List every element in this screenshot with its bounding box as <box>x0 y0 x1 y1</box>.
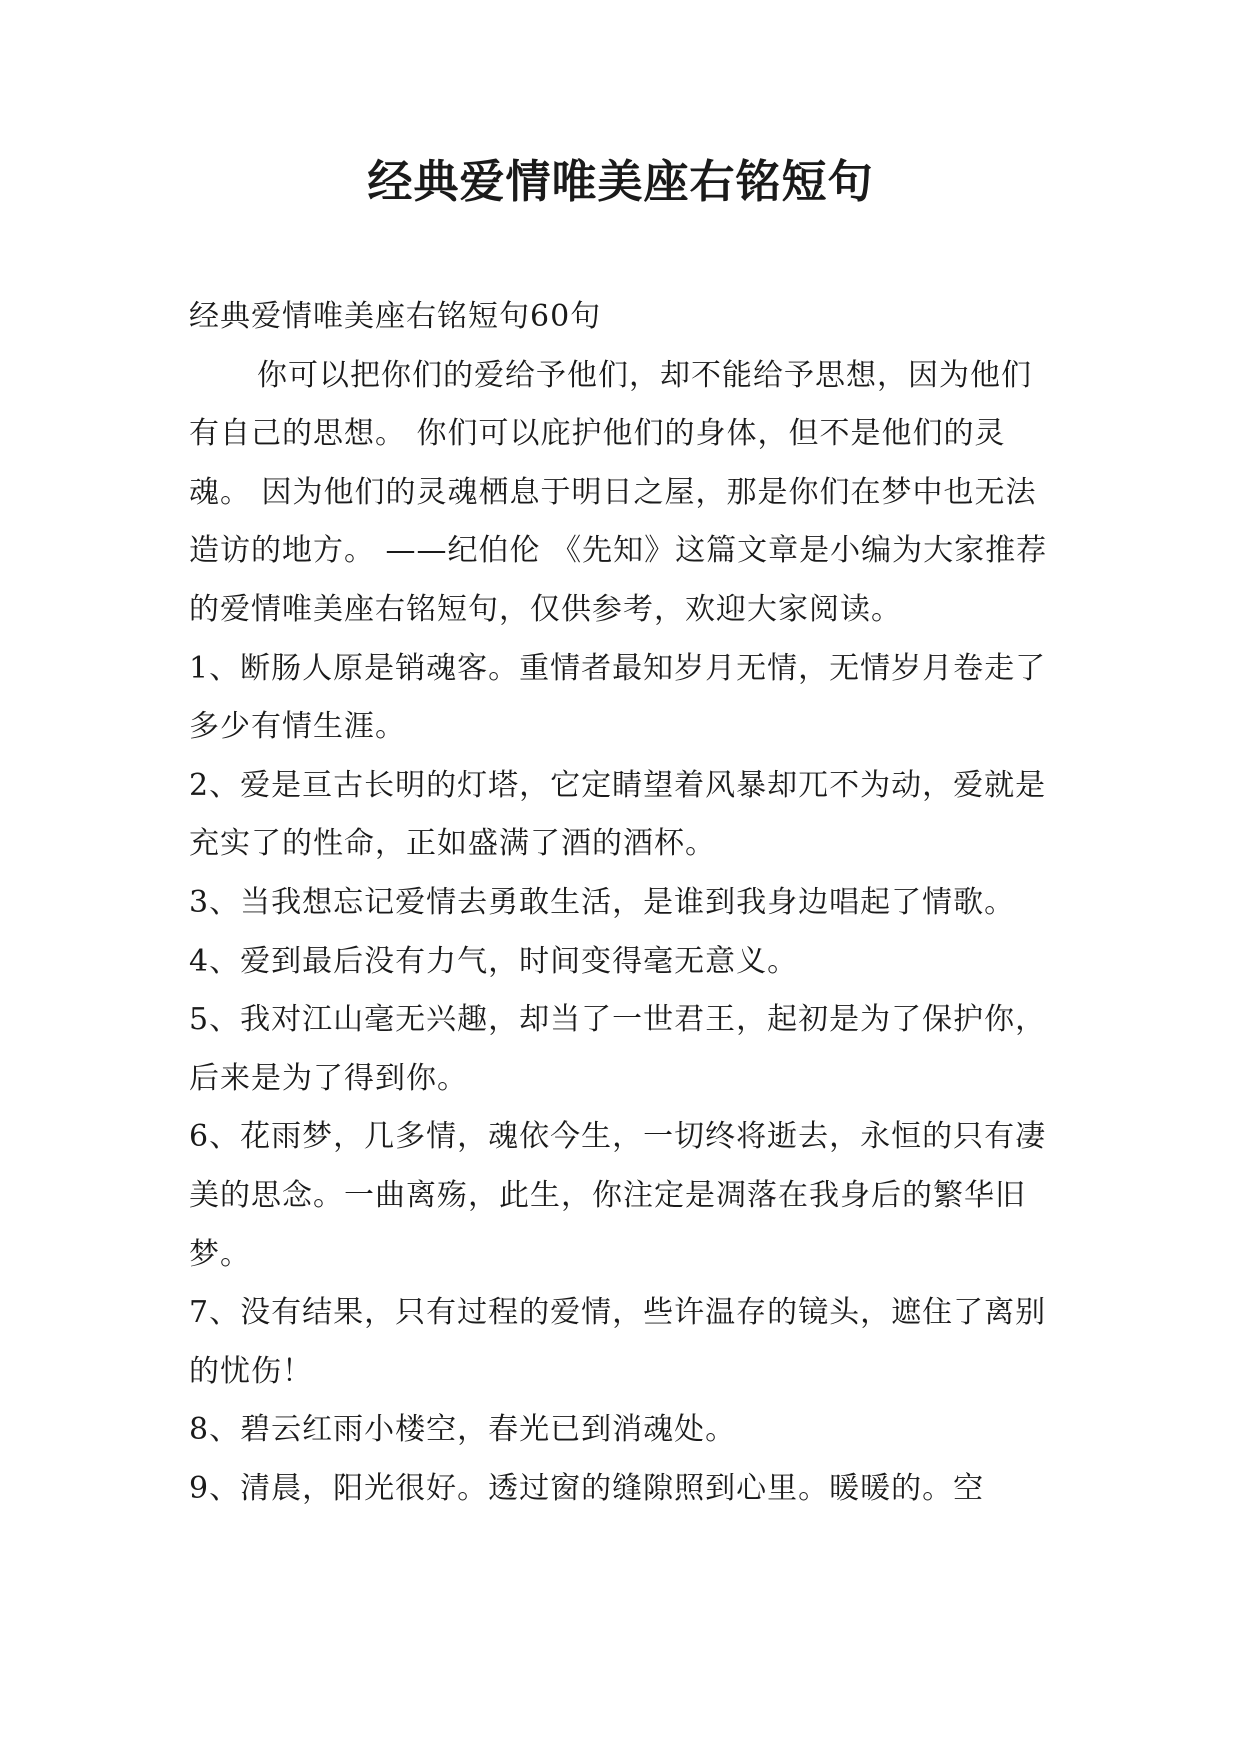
document-title: 经典爱情唯美座右铭短句 <box>367 155 874 208</box>
list-item: 1、断肠人原是销魂客。重情者最知岁月无情，无情岁月卷走了多少有情生涯。 <box>189 650 1047 745</box>
list-item: 8、碧云红雨小楼空，春光已到消魂处。 <box>189 1412 737 1448</box>
document-subtitle: 经典爱情唯美座右铭短句60句 <box>189 299 602 334</box>
list-item: 6、花雨梦，几多情，魂依今生，一切终将逝去，永恒的只有凄美的思念。一曲离殇，此生，你注定是凋落在我身后的繁华旧梦。 <box>189 1119 1047 1272</box>
list-item: 5、我对江山毫无兴趣，却当了一世君王，起初是为了保护你，后来是为了得到你。 <box>189 1002 1047 1096</box>
list-item: 9、清晨，阳光很好。透过窗的缝隙照到心里。暖暖的。空 <box>189 1470 985 1506</box>
list-item: 2、爱是亘古长明的灯塔，它定睛望着风暴却兀不为动，爱就是充实了的性命，正如盛满了酒的酒杯。 <box>189 767 1047 862</box>
list-item: 7、没有结果，只有过程的爱情，些许温存的镜头，遮住了离别的忧伤！ <box>189 1295 1047 1389</box>
document-body <box>189 288 1057 1518</box>
list-item: 3、当我想忘记爱情去勇敢生活，是谁到我身边唱起了情歌。 <box>189 884 1016 920</box>
list-item: 4、爱到最后没有力气，时间变得毫无意义。 <box>189 943 799 979</box>
intro-paragraph: 你可以把你们的爱给予他们，却不能给予思想，因为他们有自己的思想。 你们可以庇护他们的身体，但不是他们的灵魂。 因为他们的灵魂栖息于明日之屋，那是你们在梦中也无法造访的地方。 ——纪伯伦 《先知》这篇文章是小编为大家推荐的爱情唯美座右铭短句，仅供参考，欢迎大家阅读。 <box>189 357 1048 627</box>
